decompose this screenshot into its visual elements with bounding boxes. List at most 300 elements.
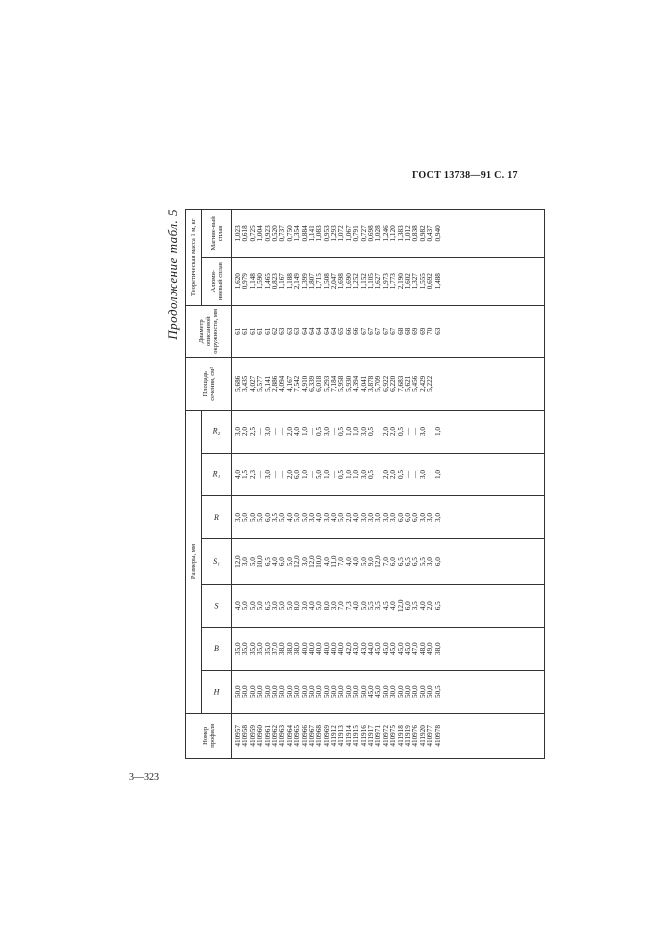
- cell-H: 50,0: [352, 685, 361, 698]
- cell-S1: 12,0: [234, 555, 242, 568]
- header-S: S: [202, 584, 232, 627]
- cell-diameter: 63: [285, 327, 294, 335]
- header-R: R: [202, 496, 232, 539]
- header-area: Площадь сечения, см²: [186, 358, 232, 411]
- cell-R2: 2,0: [381, 427, 390, 437]
- cell-R2: 2,0: [389, 427, 398, 437]
- cell-S1: 4,0: [344, 557, 353, 567]
- cell-magnesium: 1,072: [337, 225, 346, 242]
- cell-R1: 0,5: [396, 470, 405, 480]
- cell-R2: —: [256, 427, 265, 436]
- table-body-row: [232, 210, 545, 759]
- cell-magnesium: 0,437: [426, 225, 435, 242]
- cell-R: 3,0: [374, 512, 383, 522]
- cell-R1: 3,0: [263, 470, 272, 480]
- cell-H: 50,0: [263, 685, 272, 698]
- cell-magnesium: 1,354: [293, 225, 302, 242]
- cell-diameter: 68: [403, 327, 412, 335]
- cell-aluminum: 2,047: [330, 273, 339, 290]
- cell-diameter: 64: [330, 327, 339, 335]
- cell-S1: 12,0: [307, 555, 316, 568]
- cell-R1: —: [270, 470, 279, 479]
- cell-S1: 4,0: [322, 557, 331, 567]
- cell-B: 38,0: [285, 642, 294, 656]
- cell-diameter: 61: [248, 327, 257, 335]
- cell-R2: —: [307, 427, 316, 436]
- cell-aluminum: 1,973: [381, 273, 390, 290]
- cell-R: 3,0: [381, 512, 390, 522]
- cell-area: 5,141: [263, 375, 272, 392]
- cell-area: 5,621: [403, 375, 412, 392]
- cell-R2: 3,0: [234, 427, 242, 437]
- cell-S: 8,0: [293, 601, 302, 611]
- cell-R2: 2,5: [248, 427, 257, 437]
- cell-area: 2,429: [418, 375, 427, 392]
- cell-H: 50,0: [344, 685, 353, 698]
- cell-R1: 1,5: [241, 470, 250, 480]
- continuation-title: Продолжение табл. 5: [165, 209, 180, 340]
- cell-R1: 1,0: [300, 470, 309, 480]
- cell-profiles: 410965: [293, 725, 302, 747]
- header-profile-number: Номер профиля: [186, 713, 232, 758]
- cell-magnesium: 1,083: [315, 225, 324, 242]
- cell-diameter: 66: [344, 327, 353, 335]
- cell-R2: 1,0: [300, 427, 309, 437]
- cell-R2: —: [330, 427, 339, 436]
- cell-S1: 10,0: [256, 555, 265, 568]
- cell-magnesium: 1,246: [381, 225, 390, 242]
- cell-S: 6,0: [403, 601, 412, 611]
- cell-area: 5,456: [411, 375, 420, 392]
- header-magnesium: Магние-вый сплав: [202, 210, 232, 258]
- cell-R: 3,0: [367, 512, 376, 522]
- cell-R: 3,0: [389, 512, 398, 522]
- cell-R: 5,0: [241, 512, 250, 522]
- cell-area: 7,683: [396, 375, 405, 392]
- cell-B: 48,0: [418, 642, 427, 656]
- cell-aluminum: 1,698: [337, 273, 346, 290]
- header-R1: R₁: [202, 453, 232, 496]
- cell-profiles: 410966: [300, 725, 309, 747]
- cell-profiles: 410962: [270, 725, 279, 747]
- cell-area: 5,577: [256, 375, 265, 392]
- cell-B: 44,0: [367, 642, 376, 656]
- cell-R2: —: [278, 427, 287, 436]
- cell-diameter: 67: [389, 327, 398, 335]
- cell-S1: 7,0: [337, 557, 346, 567]
- cell-S: 3,5: [374, 601, 383, 611]
- cell-B: 42,0: [344, 642, 353, 656]
- cell-S: 3,5: [411, 601, 420, 611]
- cell-S: 5,0: [256, 601, 265, 611]
- cell-aluminum: 1,399: [300, 273, 309, 290]
- cell-R1: —: [403, 470, 412, 479]
- cell-profiles: 410961: [263, 725, 272, 747]
- cell-R: 5,0: [256, 512, 265, 522]
- cell-R: 5,0: [278, 512, 287, 522]
- cell-H: 50,0: [270, 685, 279, 698]
- cell-R: 3,0: [322, 512, 331, 522]
- cell-S: 5,0: [315, 601, 324, 611]
- cell-S1: 6,5: [411, 557, 420, 567]
- cell-B: 45,0: [374, 642, 383, 656]
- cell-R2: 0,5: [396, 427, 405, 437]
- cell-magnesium: 1,293: [330, 225, 339, 242]
- cell-S1: 5,0: [285, 557, 294, 567]
- cell-aluminum: 0,979: [241, 273, 250, 290]
- cell-S1: 6,0: [433, 557, 442, 567]
- cell-S: 4,0: [389, 601, 398, 611]
- cell-R1: —: [256, 470, 265, 479]
- cell-R: 3,0: [433, 512, 442, 522]
- cell-aluminum: 1,620: [234, 273, 242, 290]
- cell-diameter: 61: [263, 327, 272, 335]
- cell-B: 37,0: [270, 642, 279, 656]
- cell-S1: 10,0: [315, 555, 324, 568]
- cell-aluminum: 1,627: [374, 273, 383, 290]
- cell-diameter: 67: [374, 327, 383, 335]
- cell-magnesium: 0,884: [300, 225, 309, 242]
- cell-H: 50,0: [330, 685, 339, 698]
- cell-area: 5,930: [344, 375, 353, 392]
- cell-S: 3,0: [330, 601, 339, 611]
- cell-diameter: 69: [411, 327, 420, 335]
- cell-R2: 1,0: [344, 427, 353, 437]
- cell-magnesium: 0,737: [278, 225, 287, 242]
- cell-R1: 5,0: [315, 470, 324, 480]
- cell-B: 40,0: [330, 642, 339, 656]
- column-H: [232, 670, 545, 713]
- cell-S: 5,5: [367, 601, 376, 611]
- cell-H: 50,0: [256, 685, 265, 698]
- cell-B: 45,0: [403, 642, 412, 656]
- cell-S: 5,0: [285, 601, 294, 611]
- cell-R1: 6,0: [293, 470, 302, 480]
- cell-R1: 2,0: [381, 470, 390, 480]
- cell-B: 45,0: [396, 642, 405, 656]
- cell-diameter: 63: [278, 327, 287, 335]
- cell-area: 7,542: [293, 375, 302, 392]
- cell-profiles: 410969: [322, 725, 331, 747]
- cell-diameter: 69: [418, 327, 427, 335]
- rotated-table-block: [165, 209, 545, 759]
- cell-magnesium: 0,791: [352, 225, 361, 242]
- cell-R1: 2,3: [248, 470, 257, 480]
- header-dimensions-group: Размеры, мм: [186, 410, 202, 713]
- cell-S1: 6,0: [389, 557, 398, 567]
- cell-R2: 2,0: [285, 427, 294, 437]
- cell-S: 4,0: [307, 601, 316, 611]
- cell-R1: 3,0: [359, 470, 368, 480]
- cell-S1: 6,5: [396, 557, 405, 567]
- cell-R: 5,0: [293, 512, 302, 522]
- cell-H: 50,0: [418, 685, 427, 698]
- cell-R2: 3,0: [359, 427, 368, 437]
- cell-R2: 2,0: [241, 427, 250, 437]
- cell-aluminum: 1,465: [263, 273, 272, 290]
- cell-S1: 7,0: [381, 557, 390, 567]
- cell-R1: 0,5: [337, 470, 346, 480]
- cell-R: 5,0: [300, 512, 309, 522]
- cell-S: 8,0: [322, 601, 331, 611]
- header-aluminum: Алюми-ниевый сплав: [202, 257, 232, 305]
- cell-R2: 3,0: [263, 427, 272, 437]
- cell-aluminum: 1,167: [278, 273, 287, 290]
- cell-B: 43,0: [352, 642, 361, 656]
- cell-R2: —: [270, 427, 279, 436]
- cell-diameter: 67: [367, 327, 376, 335]
- cell-B: 40,0: [307, 642, 316, 656]
- cell-profiles: 410977: [426, 725, 435, 747]
- cell-area: 3,435: [241, 375, 250, 392]
- column-R: [232, 496, 545, 539]
- cell-aluminum: 1,807: [307, 273, 316, 290]
- cell-S: 6,5: [433, 601, 442, 611]
- cell-area: 7,184: [330, 375, 339, 392]
- cell-H: 50,0: [337, 685, 346, 698]
- cell-aluminum: 1,105: [367, 273, 376, 290]
- cell-magnesium: 0,953: [322, 225, 331, 242]
- cell-aluminum: 1,590: [256, 273, 265, 290]
- column-B: [232, 627, 545, 670]
- cell-profiles: 411914: [344, 725, 353, 747]
- cell-H: 50,0: [300, 685, 309, 698]
- cell-profiles: 410975: [389, 725, 398, 747]
- cell-magnesium: 1,141: [307, 225, 316, 242]
- cell-S1: 4,0: [270, 557, 279, 567]
- cell-magnesium: 1,012: [403, 225, 412, 242]
- cell-R: 6,0: [263, 512, 272, 522]
- cell-magnesium: 0,725: [248, 225, 257, 242]
- cell-S1: 3,0: [300, 557, 309, 567]
- cell-R: 4,0: [315, 512, 324, 522]
- cell-aluminum: 1,152: [359, 273, 368, 290]
- cell-area: 5,709: [374, 375, 383, 392]
- cell-profiles: 410958: [241, 725, 250, 747]
- cell-magnesium: 0,750: [285, 225, 294, 242]
- cell-R1: 2,0: [389, 470, 398, 480]
- cell-S1: 6,5: [403, 557, 412, 567]
- cell-magnesium: 0,923: [263, 225, 272, 242]
- cell-S: 3,0: [270, 601, 279, 611]
- cell-S1: 9,0: [367, 557, 376, 567]
- document-header: ГОСТ 13738—91 С. 17: [412, 170, 518, 181]
- cell-R: 3,5: [270, 512, 279, 522]
- cell-R: 4,0: [352, 512, 361, 522]
- cell-area: 4,027: [248, 375, 257, 392]
- cell-diameter: 64: [300, 327, 309, 335]
- cell-R2: 1,0: [352, 427, 361, 437]
- column-area: [232, 358, 545, 411]
- cell-R: 3,0: [307, 512, 316, 522]
- cell-profiles: 410978: [433, 725, 442, 747]
- cell-B: 38,0: [433, 642, 442, 656]
- cell-B: 49,0: [426, 642, 435, 656]
- cell-profiles: 410968: [315, 725, 324, 747]
- cell-S: 5,0: [248, 601, 257, 611]
- cell-S1: 5,0: [248, 557, 257, 567]
- cell-B: 45,0: [381, 642, 390, 656]
- cell-S: 7,3: [344, 601, 353, 611]
- cell-area: 4,167: [285, 375, 294, 392]
- cell-R2: 0,5: [337, 427, 346, 437]
- cell-R1: —: [330, 470, 339, 479]
- cell-H: 45,0: [367, 685, 376, 698]
- cell-diameter: 63: [433, 327, 442, 335]
- cell-R: 3,0: [426, 512, 435, 522]
- cell-S1: 6,0: [278, 557, 287, 567]
- cell-diameter: 70: [426, 327, 435, 335]
- column-R2: [232, 410, 545, 453]
- cell-magnesium: 1,120: [389, 225, 398, 242]
- cell-R: 6,0: [396, 512, 405, 522]
- cell-profiles: 411915: [352, 725, 361, 747]
- cell-profiles: 411918: [396, 725, 405, 747]
- cell-B: 40,0: [315, 642, 324, 656]
- cell-area: 6,220: [389, 375, 398, 392]
- cell-S: 5,0: [278, 601, 287, 611]
- cell-S1: 11,0: [330, 555, 339, 568]
- cell-R: 3,0: [234, 512, 242, 522]
- cell-H: 50,0: [403, 685, 412, 698]
- cell-aluminum: 1,252: [352, 273, 361, 290]
- column-magnesium: [232, 210, 545, 258]
- cell-H: 50,0: [396, 685, 405, 698]
- cell-aluminum: 0,823: [270, 273, 279, 290]
- cell-B: 40,0: [322, 642, 331, 656]
- cell-diameter: 64: [307, 327, 316, 335]
- cell-diameter: 68: [396, 327, 405, 335]
- cell-diameter: 66: [352, 327, 361, 335]
- cell-S: 4,0: [418, 601, 427, 611]
- cell-profiles: 410960: [256, 725, 265, 747]
- cell-H: 50,0: [293, 685, 302, 698]
- cell-S: 5,0: [359, 601, 368, 611]
- cell-R: 6,0: [403, 512, 412, 522]
- cell-magnesium: 0,727: [359, 225, 368, 242]
- cell-R2: 0,5: [367, 427, 376, 437]
- cell-aluminum: 2,149: [293, 273, 302, 290]
- cell-profiles: 410971: [374, 725, 383, 747]
- cell-diameter: 65: [337, 327, 346, 335]
- cell-profiles: 410964: [285, 725, 294, 747]
- cell-diameter: 63: [293, 327, 302, 335]
- cell-area: 4,394: [352, 375, 361, 392]
- cell-B: 35,0: [256, 642, 265, 656]
- cell-S: 7,0: [337, 601, 346, 611]
- cell-R2: 0,5: [315, 427, 324, 437]
- cell-R1: 2,0: [285, 470, 294, 480]
- cell-diameter: 61: [234, 327, 242, 335]
- cell-profiles: 410976: [411, 725, 420, 747]
- cell-diameter: 61: [241, 327, 250, 335]
- cell-magnesium: 0,520: [270, 225, 279, 242]
- cell-diameter: 64: [322, 327, 331, 335]
- cell-S1: 3,0: [426, 557, 435, 567]
- header-H: H: [202, 670, 232, 713]
- cell-B: 40,0: [300, 642, 309, 656]
- cell-magnesium: 0,618: [241, 225, 250, 242]
- cell-aluminum: 1,148: [248, 273, 257, 290]
- column-diameter: [232, 305, 545, 358]
- cell-aluminum: 1,602: [403, 273, 412, 290]
- cell-H: 50,0: [278, 685, 287, 698]
- cell-R: 4,0: [330, 512, 339, 522]
- cell-aluminum: 0,692: [426, 273, 435, 290]
- cell-R1: 0,5: [367, 470, 376, 480]
- cell-area: 5,686: [234, 375, 242, 392]
- profiles-table: [185, 209, 545, 759]
- cell-S: 2,0: [426, 601, 435, 611]
- cell-S1: 6,5: [263, 557, 272, 567]
- cell-R1: 1,0: [433, 470, 442, 480]
- cell-S1: 4,0: [352, 557, 361, 567]
- cell-R1: 4,0: [234, 470, 242, 480]
- cell-aluminum: 2,190: [396, 273, 405, 290]
- cell-B: 35,0: [241, 642, 250, 656]
- cell-area: 4,094: [278, 375, 287, 392]
- cell-profiles: 411920: [418, 725, 427, 747]
- cell-area: 6,922: [381, 375, 390, 392]
- cell-profiles: 411916: [359, 725, 368, 747]
- cell-R1: —: [307, 470, 316, 479]
- cell-H: 50,0: [322, 685, 331, 698]
- cell-aluminum: 1,188: [285, 273, 294, 290]
- cell-diameter: 62: [270, 327, 279, 335]
- header-diameter: Диаметр описанной окружности, мм: [186, 305, 232, 358]
- cell-S: 4,5: [381, 601, 390, 611]
- column-S: [232, 584, 545, 627]
- cell-S: 4,0: [234, 601, 242, 611]
- cell-S1: 5,5: [418, 557, 427, 567]
- cell-profiles: 411917: [367, 725, 376, 747]
- cell-aluminum: 1,715: [315, 273, 324, 290]
- cell-area: [435, 359, 442, 409]
- header-B: B: [202, 627, 232, 670]
- cell-H: 50,0: [307, 685, 316, 698]
- cell-H: 50,0: [381, 685, 390, 698]
- cell-R: 4,0: [285, 512, 294, 522]
- header-S1: S₁: [202, 539, 232, 584]
- cell-profiles: 410957: [234, 725, 242, 747]
- cell-area: 4,041: [359, 375, 368, 392]
- cell-H: 50,5: [433, 685, 442, 698]
- cell-area: 6,339: [307, 375, 316, 392]
- cell-R2: 1,0: [433, 427, 442, 437]
- cell-S1: 5,0: [359, 557, 368, 567]
- cell-aluminum: 1,327: [411, 273, 420, 290]
- cell-area: 4,910: [300, 375, 309, 392]
- cell-magnesium: 0,838: [411, 225, 420, 242]
- cell-R2: 3,0: [418, 427, 427, 437]
- cell-H: 50,0: [285, 685, 294, 698]
- cell-diameter: 64: [315, 327, 324, 335]
- cell-magnesium: 0,698: [367, 225, 376, 242]
- cell-H: 50,0: [359, 685, 368, 698]
- cell-profiles: 410959: [248, 725, 257, 747]
- cell-magnesium: 0,940: [433, 225, 442, 242]
- cell-B: 45,0: [389, 642, 398, 656]
- cell-H: 50,0: [315, 685, 324, 698]
- cell-diameter: 61: [256, 327, 265, 335]
- cell-R: 3,0: [359, 512, 368, 522]
- cell-magnesium: 1,004: [256, 225, 265, 242]
- cell-R: 5,0: [248, 512, 257, 522]
- cell-magnesium: 1,383: [396, 225, 405, 242]
- cell-R2: —: [403, 427, 412, 436]
- cell-magnesium: 0,982: [418, 225, 427, 242]
- cell-B: 35,0: [234, 642, 242, 656]
